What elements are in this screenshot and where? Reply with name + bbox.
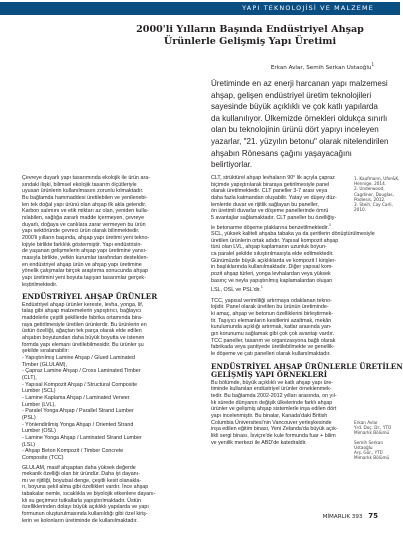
author-bio [354,420,396,436]
para-line: lemlerde duvar ve rijitlik sağlayan bu paneller, [211,201,319,208]
page-number: 75 [368,512,378,520]
reference-marker: 1 [328,222,331,227]
para-line: Endüstriyel ahşap ürünler kereste, levha, yonga, lif, [22,301,144,308]
product-list-item: - Yapıştırılmış Lamine Ahşap / Glued Laminated [22,355,135,361]
para-line: ca paralel şekilde sıkıştırılmasıyla elde edilmektedir. [211,251,334,257]
product-list-item: Lumber (LVL), [22,401,56,408]
product-list-item: - Paralel Yonga Ahşap / Parallel Strand Lumber [22,408,134,415]
authors-names: Erkan Avlar, Semih Serkan Ustaoğlu [270,64,372,71]
product-list-item: - Lamine Yonga Ahşap / Laminated Strand Lumber [22,434,142,441]
para-line: ki amaç, ahşap ve betonun özelliklerini birleştirmek- [211,311,334,318]
section-title: YAPI TEKNOLOJİSİ VE MALZEME [242,4,374,12]
para-line: CLT, strüktürel ahşap levhaların 90° lik açıyla çapraz [211,175,335,181]
para-line: Günümüzde büyük açıklıklarda ve kompozit I kirişler- [211,257,337,264]
author-bio [354,440,396,461]
bio-line: Yrd. Doç. Dr., YTÜ [354,425,392,431]
para-line: rı, boyuna şekil alma gibi özellikleri vardır. İnce ahşap [22,484,149,491]
para-line: timinde kullanılan endüstriyel ürünler örneklenmek- [211,386,332,393]
para-line: raya getirilmesiyle üretilen ürünlerdir. Bu ürünlerin en [22,321,147,328]
intro-line: yapı sektöründe çevreci ürün olarak bilinmektedir. [22,228,140,235]
page-folio [323,512,378,520]
bio-line: Mimarlık Bölümü [354,455,390,461]
section-heading: ENDÜSTRİYEL AHŞAP ÜRÜNLER [22,292,158,302]
article-lead [211,78,389,171]
bio-line: Ustaoğlu [354,444,373,450]
para-line: mı ve rijitliği, boyutsal denge, çeşitli kesit olanakla- [22,477,142,484]
intro-line: len tek doğal yapı ürünü olan ahşap ilk akla gelendir. [22,201,147,208]
para-line: şekilde sıralanabilir: [22,348,69,355]
intro-line: Karbon salımını ve etik miktarı az olan, yeniden kulla- [22,208,149,215]
intro-line: sındaki ilişki, bilimsel ekolojik tasarım ölçütleriyle [22,181,137,188]
para-line: pozit ahşap türleri, yonga levhalardan veya yüksek [211,270,331,277]
reference-line: 1. Kaufmann, Ufer&K, [354,176,400,181]
para-line: özelliklerinden dolayı büyük açıklıklı yapılarda ve yapı [22,504,149,511]
para-line: fabrikada veya şantiyede üretilebilmekte ve genellik- [211,344,335,351]
para-line: 5 avantajlar sağlamaktadır. CLT paneller bu özelliğiy- [211,214,337,221]
reference-entry [354,176,400,187]
intro-line: 2000'li yılların başında, ahşap yapı üretimi yeni tekno- [22,234,150,241]
product-list-item: Lumber (OSL) [22,428,56,435]
para-line: türü olan LVL, ahşap kaplamanın uzunluk boyun- [211,244,327,251]
para-line: ahşabın boyutundan daha büyük boyutta ve istenen [22,335,145,342]
section-header-bar [0,2,400,15]
lead-line: Üretiminde en az enerji harcanan yapı malzemesi [211,79,388,88]
intro-line: yapı üretimini yeni boyuta taşıyan tasarımlar gerçek- [22,274,146,281]
para-line: TCC paneller, tasarım ve organizasyona bağlı olarak [211,337,336,344]
intro-line: de yaşanan gelişmelerin ahşap yapı üretimine yansı- [22,248,147,255]
para-line [211,222,349,231]
para-line: ve yenilik merkezi ile ABD'de katedraldir. [211,439,307,446]
para-line: klı su geçirmez tutkallarla yapıştırılmaktadır. Üstün [22,497,142,504]
para-line: biçimde yapıştırılarak biraraya getirilmesiyle panel [211,181,330,188]
lead-line: da kullanılıyor. Ülkemizde örnekleri oldukça sınırlı [211,113,388,123]
product-list-item: Composite (TCC) [22,454,64,461]
sidebar-references [354,176,400,213]
reference-line: 2. Underwood, [354,186,385,192]
para-line: maddelerle çeşitli şekillerde fabrika ortamında bira- [22,315,143,322]
para-line: ön üretimli duvarlar ve döşeme panellerinde ömrü [211,208,329,215]
intro-line: yönelik çalışmalar birçok araştırma sonucunda ahşap [22,268,148,275]
article-title-line-1: 2000'li Yılların Başında Endüstriyel Ahşap [136,24,364,35]
para-line-text: LSL, OSL ve PSL'dir. [211,287,261,294]
reference-line: Hennige, 2014. [354,181,387,187]
para-line: üstün özelliği, ağaçtan tek parça olarak elde edilen [22,328,142,335]
reference-line: 3. Steih, Cay Carli, [354,202,393,208]
sidebar-author-bios [354,420,396,460]
intro-line: uyusan ürünlerin kullanılmasını zorunlu kılmaktadır. [22,188,144,195]
para-line: mekanik özelliği olan bir üründür. Daha iyi dayanı- [22,471,140,478]
section-heading-line: GELİŞMİŞ YAPI ÖRNEKLERİ [211,370,328,380]
lead-line: ahşap, gelişen endüstriyel üretim teknolojileri [211,90,372,100]
para-line: TCC, yapısal verimliliği artırmaya odaklanan tekno- [211,297,332,304]
para-line: talaş gibi ahşap malzemelerin yapıştırıcı, bağlayıcı [22,308,142,315]
para-line: tedir. Bu bağlamda 2002-2012 yılları arasında, on yıl- [211,393,337,400]
para-line-text: le betonarme döşeme plaklarına benzetilmektedir. [211,224,329,231]
reference-line: Podiesis, 2012. [354,196,386,202]
bio-line: Erkan Avlar [354,420,378,425]
para-line: in başlıklarında kullanılmaktadır. Diğer yapısal kom- [211,264,334,271]
bio-line: Semih Serkan [354,439,383,445]
lead-line: olan bu teknolojinin ürünü dört yapıyı inceleyen [211,125,379,135]
lead-line: ahşabın Rönesans çağını yaşayacağını [211,148,352,158]
para-line: formunun oluşturulmasında kullanıldığı gibi özel kiriş- [22,511,148,518]
para-line: Bu bölümde, büyük açıklıklı ve katlı ahşap yapı üre- [211,379,334,386]
para-line: yapı incelenmiştir. Bu binalar, Kanada'daki British [211,413,328,420]
product-list-item: (LSL) [22,441,36,448]
para-line: gın korunumu sağlamak gibi çok çok avantajı vardır. [211,331,334,337]
para-line: likli sergi binası, İsviçre'de kule formunda fuar + bilim [211,433,336,440]
para-line: GLULAM, masif ahşaptan daha yüksek değerde [22,464,136,471]
intro-line: leştirilmektedir. [22,281,58,288]
product-list-item: Lumber (SCL) [22,388,56,395]
para-line: Columbia Üniversitesi'nin Vancouver yerleşkesinde [211,419,332,426]
section-heading-line: ENDÜSTRİYEL AHŞAP ÜRÜNLERLE ÜRETİLEN [211,361,403,371]
lead-line: yazarlar, "21. yüzyılın betonu" olarak nitelendirilen [211,136,389,146]
intro-line: Çevreye duyarlı yapı tasarımında ekolojik ile ürün ara- [22,175,151,181]
intro-line: Bu bağlamda hammaddesi üretilebilen ve yenilenebi- [22,194,148,201]
para-line: olarak üretilmektedir. CLT paneller 3-7 arası veya [211,188,328,195]
para-line: daha fazla katmandan oluşabilir. Yatay ve düşey düz- [211,194,337,201]
bio-line: Mimarlık Bölümü [354,430,390,436]
para-line: tir. Taşıyıcı elemanların kesitlerini azaltmak, mekân [211,317,332,324]
intro-line: nılabilen, sağlığa zararlı madde içermeyen, çevreye [22,214,145,221]
intro-line: duyarlı, doğaya ve canlılara zarar vermeyen bu ürün [22,221,146,228]
reference-line: 2010. [354,207,366,213]
product-list-item: - Yönlendirilmiş Yonga Ahşap / Oriented Strand [22,421,134,428]
para-line: le döşeme ve çatı panelleri olarak kullanılmaktadır. [211,350,331,357]
product-list-item: - Çapraz Lamine Ahşap / Cross Laminated Timber [22,368,141,375]
para-line: lerin ve kolonların üretiminde de kullanılmaktadır. [22,517,138,524]
authors-footnote-marker: 1 [371,62,374,67]
para-line: üretilen ürünlerin ortak adıdır. Yapısal kompozit ahşap [211,237,339,244]
para-line: formda yapı elemanı üretilebilmesidir. Bu ürünler şu [22,341,144,348]
para-line: basınç ve neyla yapıştırılmış kaplamalardan oluşan [211,277,333,284]
product-list-item: Timber (GLULAM), [22,361,67,368]
intro-line: masıyla birlikte, yetkin kurumlar tarafından desteklen- [22,254,149,261]
para-line: inşa edilen eğitim binası, Yeni Zelanda'da büyük açık- [211,426,338,433]
reference-marker: 1 [260,285,263,290]
product-list-item: - Yapısal Kompozit Ahşap / Structural Composite [22,381,138,388]
para-line: ürünler ve gelişmiş ahşap sistemlerle inşa edilen dört [211,406,337,413]
reference-entry [354,202,396,212]
reference-entry [354,186,396,202]
intro-line: en endüstriyel ahşap ürün ve ahşap yapı üretimine [22,261,142,268]
lead-line: belirtiyorlar. [211,160,253,170]
article-title-line-2: Ürünlerle Gelişmiş Yapı Üretimi [163,36,337,47]
magazine-issue: MİMARLIK 393 [322,514,363,520]
bio-line: Arş. Gör., YTÜ [354,450,383,456]
para-line: SCL, yüksek kaliteli ahşaba tabaka ya da şeritlerin dönüştürülmesiyle [211,231,375,238]
product-list-item: - Ahşap Beton Kompozit / Timber Concrete [22,448,124,455]
intro-line: lojiyle birlikte farklılık göstermiştir. Yapı endüstrisin- [22,241,143,248]
product-list-item: (CLT), [22,374,37,381]
para-line: lojidir. Panel olarak üretilen bu ürünün üretiminde- [211,304,329,311]
reference-line: Cagdiner, Douglas, [354,191,394,197]
left-column [22,175,184,524]
lead-line: sayesinde büyük açıklıklı ve çok katlı yapılarda [211,102,378,112]
para-line [211,284,349,293]
product-list-item: (PSL) [22,414,36,421]
para-line: tabakalar nemle, sıcaklıkla ve biyolojik etkenlere dayanı- [22,491,156,498]
para-line: lık sürede dünyanın değişik ülkelerinde farklı ahşap [211,399,333,406]
product-list-item: - Lamine Kaplama Ahşap / Laminated Veneer [22,394,130,401]
para-line: kurulumunda açıklığı artırmak, katlar arasında yan- [211,324,332,331]
article-authors [271,62,374,71]
